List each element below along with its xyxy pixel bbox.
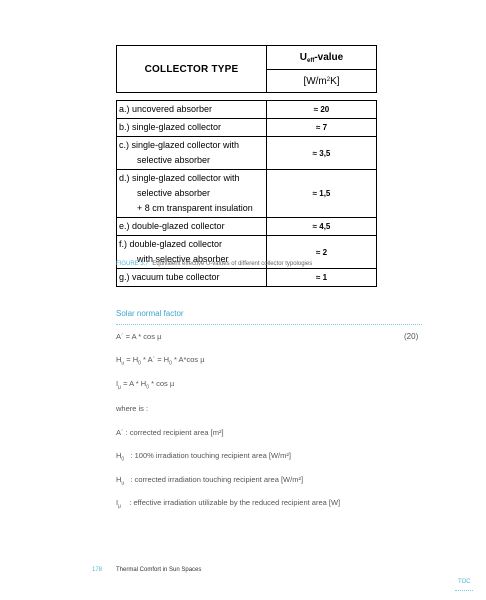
equation-irradiation: $H_u = H_0$ * A´ = $H_0 * A*\cos$ µ [116, 355, 205, 367]
section-title: Solar normal factor [116, 309, 184, 318]
toc-link[interactable]: TOC [458, 579, 471, 585]
u-value-cell: ≈ 3,5 [267, 137, 377, 170]
table-row [117, 218, 377, 236]
collector-type-line: g.) vacuum tube collector [119, 272, 220, 282]
equation-number: (20) [404, 332, 419, 341]
figure-caption-text: Equivalent effective U-values of different collector typologies [152, 261, 313, 267]
definition-corrected-area: A´ : corrected recipient area [m²] [116, 428, 224, 437]
collector-type-line: selective absorber [137, 188, 211, 198]
collector-type-line: + 8 cm transparent insulation [137, 203, 253, 213]
collector-type-line: e.) double-glazed collector [119, 221, 225, 231]
collector-type-line: b.) single-glazed collector [119, 122, 222, 132]
collector-type-cell [117, 269, 267, 287]
table-row [117, 101, 377, 119]
table-row [117, 269, 377, 287]
where-is-label: where is : [116, 404, 149, 413]
collector-type-line: c.) single-glazed collector with [119, 140, 240, 150]
collector-type-line: d.) single-glazed collector with [119, 173, 240, 183]
collector-type-line: f.) double-glazed collector [119, 239, 223, 249]
collector-type-cell [117, 101, 267, 119]
u-value-cell: ≈ 7 [267, 119, 377, 137]
table-row [117, 170, 377, 218]
definition-effective-irradiation: $I_\mu$ : effective irradiation utilizable by the reduced recipient area [W] [116, 498, 341, 510]
footer-title: Thermal Comfort in Sun Spaces [116, 567, 202, 573]
collector-type-cell [117, 218, 267, 236]
u-value-cell: ≈ 20 [267, 101, 377, 119]
table-row [117, 137, 377, 170]
header-u-value: $U_{eff}$-value [267, 46, 377, 70]
definition-full-irradiation: $H_0$ : 100% irradiation touching recipient area [W/m²] [116, 451, 291, 463]
header-unit: $[W/m^2K]$ [267, 70, 377, 93]
collector-type-line: with selective absorber [137, 254, 229, 264]
u-value-table [116, 45, 377, 287]
section-divider [116, 324, 422, 325]
u-value-cell: ≈ 2 [267, 236, 377, 269]
table-body [117, 101, 377, 287]
collector-type-cell [117, 170, 267, 218]
equation-effective-irradiation: $I_\mu = A * H_0 * \cos \mu$ [116, 379, 175, 391]
collector-type-line: a.) uncovered absorber [119, 104, 213, 114]
page-number: 178 [92, 567, 103, 573]
definition-corrected-irradiation: $H_u$ : corrected irradiation touching recipient area [W/m²] [116, 475, 304, 487]
u-value-cell: ≈ 1,5 [267, 170, 377, 218]
u-value-cell: ≈ 1 [267, 269, 377, 287]
table-row [117, 119, 377, 137]
header-collector-type: COLLECTOR TYPE [117, 46, 267, 93]
collector-type-line: selective absorber [137, 155, 211, 165]
figure-number: FIGURE 3.7 [116, 261, 149, 267]
collector-type-cell [117, 119, 267, 137]
collector-type-cell [117, 137, 267, 170]
u-value-cell: ≈ 4,5 [267, 218, 377, 236]
equation-corrected-area: A´ = A * cos µ [116, 332, 162, 341]
toc-underline [455, 590, 473, 591]
figure-caption [116, 261, 312, 267]
